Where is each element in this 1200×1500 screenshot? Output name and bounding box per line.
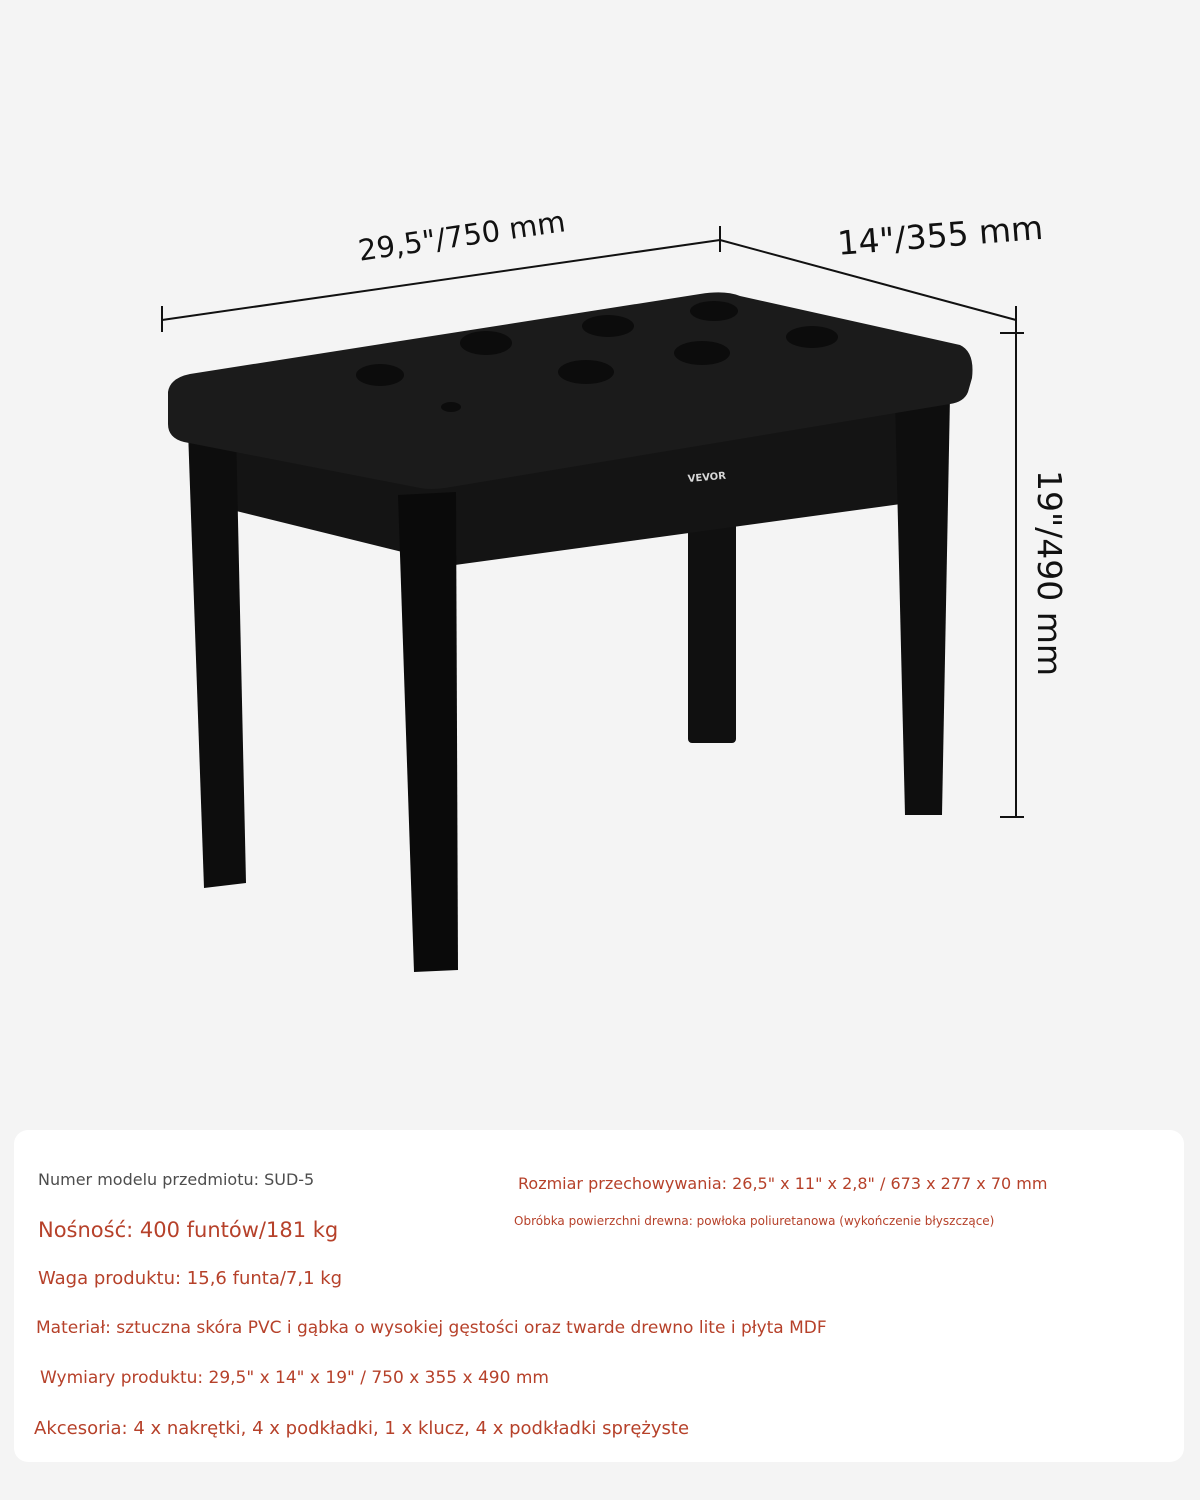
storage-size: Rozmiar przechowywania: 26,5" x 11" x 2,8" / 673 x 277 x 70 mm [518, 1174, 1048, 1193]
height-dimension-label: 19"/490 mm [1030, 470, 1069, 677]
product-weight: Waga produktu: 15,6 funta/7,1 kg [38, 1268, 343, 1289]
load-capacity: Nośność: 400 funtów/181 kg [38, 1218, 339, 1242]
material: Materiał: sztuczna skóra PVC i gąbka o wysokiej gęstości oraz twarde drewno lite i płyta MDF [36, 1318, 827, 1338]
specs-card [14, 1130, 1184, 1462]
width-dimension-label: 29,5"/750 mm [356, 204, 568, 268]
accessories: Akcesoria: 4 x nakrętki, 4 x podkładki, 1 x klucz, 4 x podkładki sprężyste [34, 1418, 690, 1439]
product-dimensions: Wymiary produktu: 29,5" x 14" x 19" / 750 x 355 x 490 mm [40, 1368, 549, 1388]
depth-dimension-label: 14"/355 mm [836, 207, 1045, 263]
front-center-leg [398, 492, 458, 972]
front-right-leg [895, 396, 950, 815]
wood-finish: Obróbka powierzchni drewna: powłoka poliuretanowa (wykończenie błyszczące) [514, 1214, 995, 1228]
back-right-leg [688, 505, 736, 743]
brand-logo: VEVOR [687, 470, 727, 485]
front-left-leg [188, 430, 246, 888]
model-number: Numer modelu przedmiotu: SUD-5 [38, 1170, 315, 1189]
